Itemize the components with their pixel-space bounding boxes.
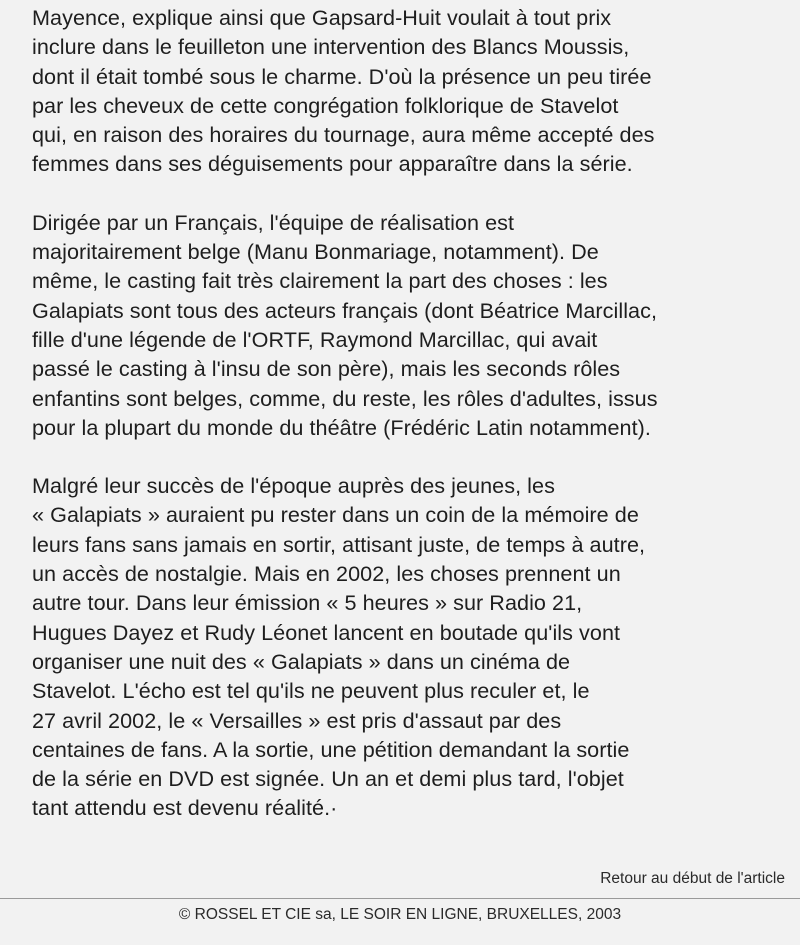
paragraph-line: centaines de fans. A la sortie, une pétition demandant la sortie [32,736,630,762]
paragraph-line: organiser une nuit des « Galapiats » dans un cinéma de [32,648,571,674]
paragraph-line: 27 avril 2002, le « Versailles » est pris d'assaut par des [32,707,562,733]
paragraph-line: « Galapiats » auraient pu rester dans un coin de la mémoire de [32,502,639,528]
paragraph-line: Hugues Dayez et Rudy Léonet lancent en boutade qu'ils vont [32,619,621,645]
paragraph-1 [32,3,792,179]
paragraph-line: Dirigée par un Français, l'équipe de réalisation est [32,209,515,235]
article-body [32,3,792,823]
paragraph-line: Mayence, explique ainsi que Gapsard-Huit voulait à tout prix [32,5,612,30]
paragraph-line: qui, en raison des horaires du tournage, aura même accepté des [32,122,655,148]
paragraph-line: majoritairement belge (Manu Bonmariage, notamment). De [32,239,599,265]
paragraph-line: enfantins sont belges, comme, du reste, les rôles d'adultes, issus [32,385,658,411]
paragraph-line: femmes dans ses déguisements pour apparaître dans la série. [32,151,633,177]
paragraph-line: tant attendu est devenu réalité.· [32,795,338,821]
paragraph-3 [32,471,792,823]
footer-divider [0,898,800,899]
paragraph-line: autre tour. Dans leur émission « 5 heures » sur Radio 21, [32,590,583,616]
paragraph-line: leurs fans sans jamais en sortir, attisant juste, de temps à autre, [32,531,646,557]
paragraph-line: passé le casting à l'insu de son père), mais les seconds rôles [32,356,621,382]
paragraph-line: même, le casting fait très clairement la part des choses : les [32,268,608,294]
paragraph-line: inclure dans le feuilleton une intervention des Blancs Moussis, [32,34,630,60]
paragraph-line: pour la plupart du monde du théâtre (Frédéric Latin notamment). [32,414,651,440]
paragraph-line: Galapiats sont tous des acteurs français (dont Béatrice Marcillac, [32,297,658,323]
copyright-footer: © ROSSEL ET CIE sa, LE SOIR EN LIGNE, BRUXELLES, 2003 [178,906,622,923]
paragraph-line: par les cheveux de cette congrégation folklorique de Stavelot [32,92,619,118]
paragraph-line: dont il était tombé sous le charme. D'où la présence un peu tirée [32,63,652,89]
back-to-top-link[interactable]: Retour au début de l'article [600,870,785,887]
paragraph-line: Stavelot. L'écho est tel qu'ils ne peuvent plus reculer et, le [32,678,590,704]
paragraph-line: de la série en DVD est signée. Un an et demi plus tard, l'objet [32,766,624,792]
paragraph-line: Malgré leur succès de l'époque auprès des jeunes, les [32,473,555,499]
paragraph-line: fille d'une légende de l'ORTF, Raymond Marcillac, qui avait [32,326,598,352]
paragraph-2 [32,208,792,442]
paragraph-line: un accès de nostalgie. Mais en 2002, les choses prennent un [32,561,621,587]
